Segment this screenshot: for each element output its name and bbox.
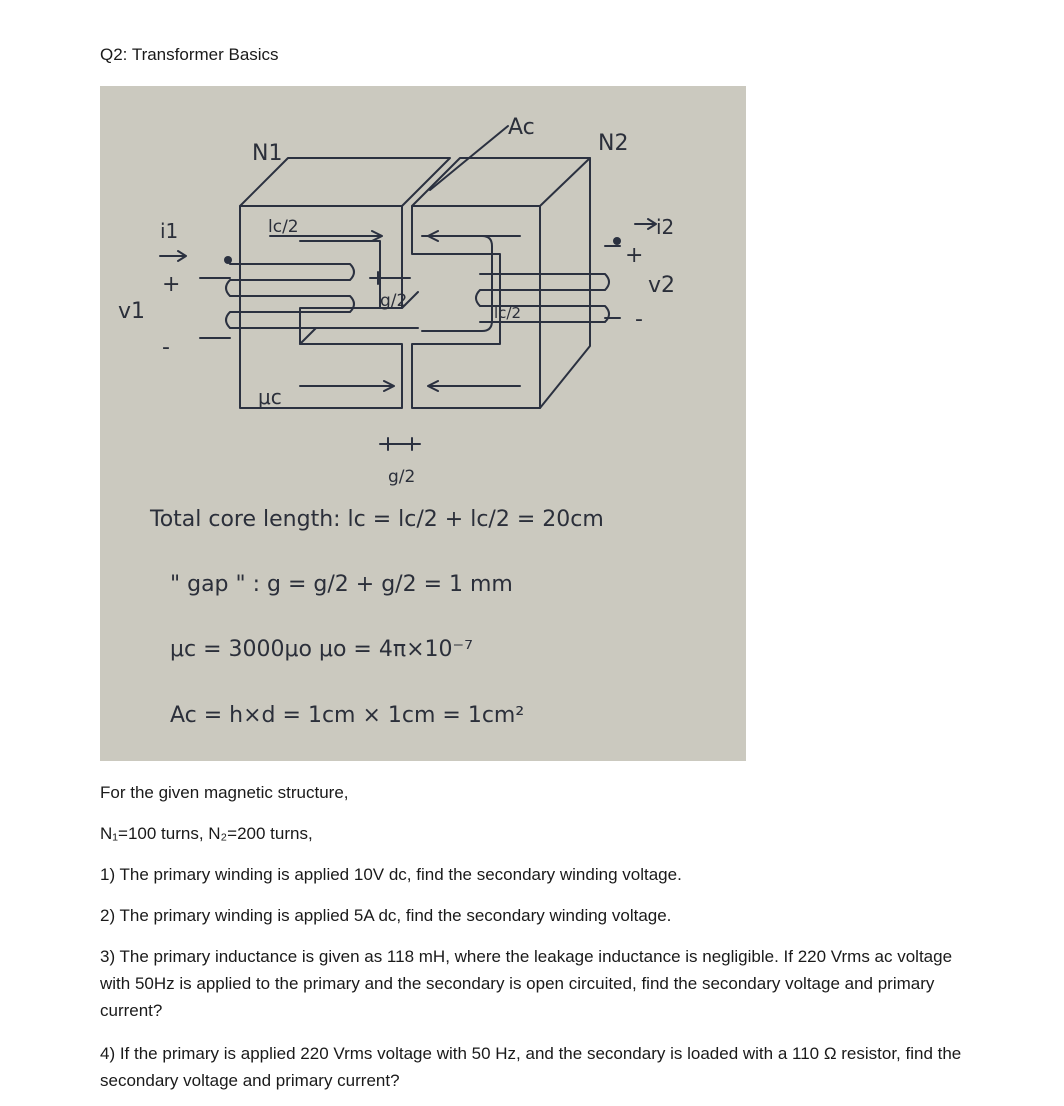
label-g-half-top: g/2 (380, 291, 408, 311)
label-lc-half-right: lc/2 (494, 304, 522, 322)
question-1: 1) The primary winding is applied 10V dc, find the secondary winding voltage. (100, 865, 682, 884)
label-g-half-bottom: g/2 (388, 467, 416, 487)
page-title: Q2: Transformer Basics (100, 45, 279, 64)
label-mu-c: μc (258, 385, 282, 409)
equation-mu: μc = 3000μo μo = 4π×10⁻⁷ (170, 637, 473, 662)
label-plus-secondary: + (625, 243, 644, 268)
handwritten-figure-photo (100, 86, 746, 761)
primary-dot (224, 256, 232, 264)
question-4: 4) If the primary is applied 220 Vrms voltage with 50 Hz, and the secondary is loaded with a 110 Ω resistor, find the secondary voltage and primary current? (100, 1044, 962, 1090)
question-2: 2) The primary winding is applied 5A dc, find the secondary winding voltage. (100, 906, 672, 925)
intro-text: For the given magnetic structure, (100, 783, 349, 802)
transformer-sketch (100, 86, 746, 761)
label-v1: v1 (118, 299, 146, 324)
label-i2: i2 (656, 215, 675, 239)
label-i1: i1 (160, 219, 179, 243)
label-v2: v2 (648, 273, 676, 298)
question-3: 3) The primary inductance is given as 118 mH, where the leakage inductance is negligible. If 220 Vrms ac voltage with 50Hz is applied to the primary and the secondary is open circuited, find the secondary voltage and primary current? (100, 947, 953, 1020)
equation-total-core-length: Total core length: lc = lc/2 + lc/2 = 20cm (150, 507, 604, 532)
label-ac: Ac (508, 115, 535, 140)
label-plus-primary: + (162, 272, 181, 297)
label-n1: N1 (252, 141, 283, 166)
label-n2: N2 (598, 131, 629, 156)
turns-text: N₁=100 turns, N₂=200 turns, (100, 824, 313, 843)
label-minus-primary: - (162, 335, 170, 360)
label-lc-half: lc/2 (268, 217, 299, 237)
label-minus-secondary: - (635, 307, 643, 332)
secondary-dot (613, 237, 621, 245)
equation-area: Ac = h×d = 1cm × 1cm = 1cm² (170, 703, 525, 728)
equation-gap: " gap " : g = g/2 + g/2 = 1 mm (170, 572, 513, 597)
